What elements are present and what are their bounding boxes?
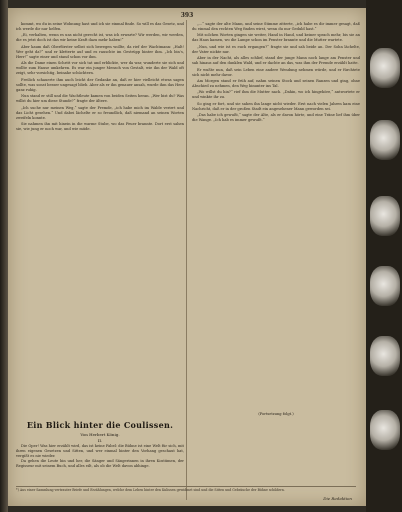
left-paragraph: Aber kaum daß Oberförster selbst sich bewegen wollte, da rief der Wachtmann: „Halt! Wer geht da?“ und er kletterte auf und es rauschte im Gestrüpp hinter ihm. „Ich bin’s, Herr!“ sagte einer und stand schon vor ihm. bbox=[16, 44, 184, 59]
left-paragraph: Freilich schauerte ihm auch leicht der Gedanke an, daß er hier vielleicht etwas sagen sollte, was sonst besser ungesagt blieb. Aber als er ihn genauer ansah, wurde ihm das Herz ganz ruhig. bbox=[16, 77, 184, 92]
adjacent-page-photo bbox=[370, 266, 400, 306]
right-paragraph: So ging er fort, und sie sahen ihn lange nicht wieder. Erst nach vielen Jahren kam eine Nachricht, daß er in der großen Stadt ein angesehener Mann geworden sei. bbox=[192, 101, 360, 111]
right-paragraph: Er wußte nun, daß sein Leben eine andere Wendung nehmen würde, und er fürchtete sich nicht mehr davor. bbox=[192, 67, 360, 77]
right-paragraph: „...“ sagte der alte Mann, und seine Stimme zitterte, „ich habe es dir immer gesagt, daß du einmal den rechten Weg finden wirst, wenn du nur Geduld hast.“ bbox=[192, 22, 360, 32]
left-paragraph: „Ei, verhalten, wenn es uns nicht gerecht ist, was ich erwarte? Wir werden, wir werden, die es jetzt doch ist das wir keine Kraft dazu mehr haben!“ bbox=[16, 33, 184, 43]
adjacent-page-photo bbox=[370, 120, 400, 160]
right-paragraph: „Nun, und wie ist es euch ergangen?“ fragte sie und sah beide an. Der Sohn lächelte, der Vater nickte nur. bbox=[192, 44, 360, 54]
right-paragraph: „Wo willst du hin?“ rief ihm die Mutter nach. „Dahin, wo ich hingehöre,“ antwortete er und winkte ihr zu. bbox=[192, 90, 360, 100]
right-paragraph: Am Morgen stand er früh auf, nahm seinen Stock und seinen Ranzen und ging, ohne Abschied zu nehmen, den Weg hinunter ins Tal. bbox=[192, 78, 360, 88]
right-paragraph: Aber in der Nacht, als alles schlief, stand der junge Mann noch lange am Fenster und sah hinaus auf den dunklen Wald, und er dachte an das, was ihm der Fremde erzählt hatte. bbox=[192, 56, 360, 66]
article-paragraph: Die Oper! Was hier erzählt wird, das ist keine Fabel: die Bühne ist eine Welt für sich, mit ihren eigenen Gesetzen und Sitten, und wer einmal hinter den Vorhang geschaut hat, vergißt es nie wieder. bbox=[16, 444, 184, 458]
article-title: Ein Blick hinter die Coulissen. bbox=[26, 420, 174, 430]
adjacent-page-photo bbox=[370, 48, 400, 88]
left-column bbox=[16, 22, 184, 133]
continuation-note: (Fortsetzung folgt.) bbox=[258, 412, 294, 416]
article-heading bbox=[16, 420, 184, 443]
adjacent-page-photo bbox=[370, 336, 400, 376]
footnote: *) Aus einer Sammlung vertrauter Briefe und Erzählungen, welche dem Leben hinter den Kulissen gewidmet sind und die Sitten und Gebräuche der Bühne schildern. bbox=[16, 486, 356, 492]
article-body bbox=[16, 444, 184, 469]
signature: Die Redaktion bbox=[323, 496, 352, 501]
left-paragraph: „Ich suche nur meinen Weg,“ sagte der Fremde, „ich habe mich im Walde verirrt und das Licht gesehen.“ Und dabei lächelte er so freundlich, daß niemand an seinen Worten zweifeln konnte. bbox=[16, 105, 184, 120]
adjacent-page-photo bbox=[370, 410, 400, 450]
article-part-number: II. bbox=[97, 438, 103, 443]
column-divider bbox=[186, 20, 187, 500]
left-paragraph: Als die Dame einen Schritt vor sich tat und erblickte, wer da war, wunderte sie sich und wollte zum Hause umkehren. Es war ein junger Mensch von Gestalt, wie ihn der Wald oft zeigt, sehr vorsichtig, beinahe schüchtern. bbox=[16, 61, 184, 76]
article-author: Von Herbert König. bbox=[80, 432, 120, 437]
left-paragraph: Sie nahmen ihn mit hinein in die warme Stube, wo das Feuer brannte. Dort erst sahen sie, wie jung er noch war, und wie müde. bbox=[16, 122, 184, 132]
book-gutter bbox=[0, 0, 8, 512]
left-paragraph: Nun stand er still und die Wachtleute kamen von beiden Seiten heran. „Wer bist du? Was willst du hier um diese Stunde?“ fragte der ältere. bbox=[16, 94, 184, 104]
left-paragraph: kommt, wo du in seine Wohnung hast und ich sie einmal finde. So will es das Gesetz, und ich werde dir nur helfen. bbox=[16, 22, 184, 32]
article-paragraph: Da gehen die Leute hin und her, die Sänger und Sängerinnen in ihren Kostümen, der Regisseur mit seinem Buch, und alles eilt, als ob die Welt davon abhinge. bbox=[16, 459, 184, 468]
right-paragraph: Mit solchen Worten gingen sie weiter, Hand in Hand, und keiner sprach mehr, bis sie an das Haus kamen, wo die Lampe schon im Fenster brannte und die Mutter wartete. bbox=[192, 33, 360, 43]
book-page bbox=[8, 8, 366, 506]
right-column bbox=[192, 22, 360, 124]
page-number: 393 bbox=[180, 12, 194, 19]
right-paragraph: „Das habe ich gewußt,“ sagte der Alte, als er davon hörte, und eine Träne lief ihm über die Wange. „Ich hab es immer gewußt.“ bbox=[192, 113, 360, 123]
adjacent-page-photo bbox=[370, 196, 400, 236]
